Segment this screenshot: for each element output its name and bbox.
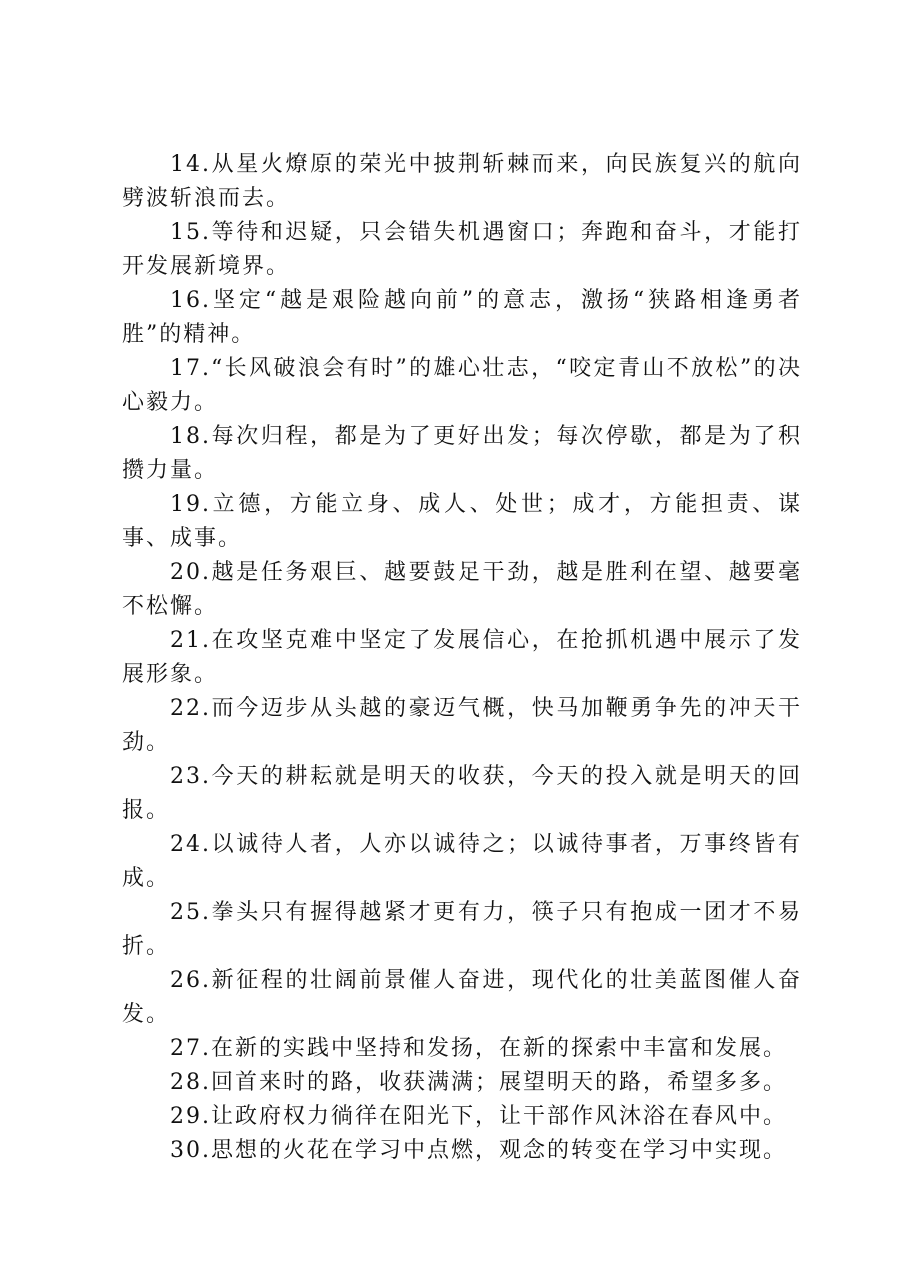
list-item: 24.以诚待人者，人亦以诚待之；以诚待事者，万事终皆有成。 (122, 832, 802, 891)
list-item: 16.坚定“越是艰险越向前”的意志，激扬“狭路相逢勇者胜”的精神。 (122, 288, 802, 347)
document-body (122, 148, 802, 1168)
list-item: 26.新征程的壮阔前景催人奋进，现代化的壮美蓝图催人奋发。 (122, 968, 802, 1027)
list-item: 19.立德，方能立身、成人、处世；成才，方能担责、谋事、成事。 (122, 492, 802, 551)
list-item: 28.回首来时的路，收获满满；展望明天的路，希望多多。 (170, 1070, 787, 1095)
list-item: 25.拳头只有握得越紧才更有力，筷子只有抱成一团才不易折。 (122, 900, 802, 959)
list-item: 21.在攻坚克难中坚定了发展信心，在抢抓机遇中展示了发展形象。 (122, 628, 802, 687)
list-item: 30.思想的火花在学习中点燃，观念的转变在学习中实现。 (170, 1138, 787, 1163)
list-item: 27.在新的实践中坚持和发扬，在新的探索中丰富和发展。 (170, 1036, 787, 1061)
list-item: 23.今天的耕耘就是明天的收获，今天的投入就是明天的回报。 (122, 764, 802, 823)
list-item: 15.等待和迟疑，只会错失机遇窗口；奔跑和奋斗，才能打开发展新境界。 (122, 220, 802, 279)
list-item: 14.从星火燎原的荣光中披荆斩棘而来，向民族复兴的航向劈波斩浪而去。 (122, 152, 802, 211)
list-item: 18.每次归程，都是为了更好出发；每次停歇，都是为了积攒力量。 (122, 424, 802, 483)
list-item: 29.让政府权力徜徉在阳光下，让干部作风沐浴在春风中。 (170, 1104, 787, 1129)
list-item: 20.越是任务艰巨、越要鼓足干劲，越是胜利在望、越要毫不松懈。 (122, 560, 802, 619)
list-item: 22.而今迈步从头越的豪迈气概，快马加鞭勇争先的冲天干劲。 (122, 696, 802, 755)
list-item: 17.“长风破浪会有时”的雄心壮志，“咬定青山不放松”的决心毅力。 (122, 356, 802, 415)
